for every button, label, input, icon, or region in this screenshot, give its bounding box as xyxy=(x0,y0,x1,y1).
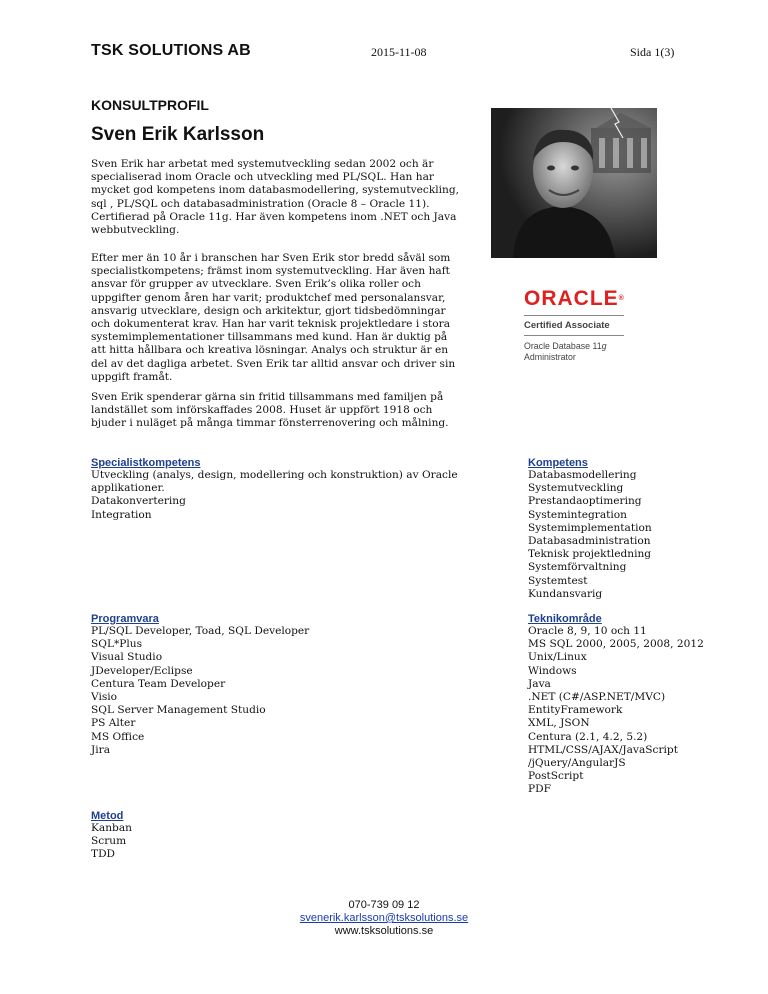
footer xyxy=(0,899,768,938)
list-item: Prestandaoptimering xyxy=(528,495,642,508)
list-item: PDF xyxy=(528,783,551,796)
section-title: Kompetens xyxy=(528,457,588,469)
badge-product xyxy=(524,341,654,363)
list-item: Windows xyxy=(528,664,577,677)
section-title: Metod xyxy=(91,810,124,822)
list-item: Utveckling (analys, design, modellering och konstruktion) av Oracle xyxy=(91,469,458,481)
badge-product-g: g xyxy=(601,341,607,351)
section-title: Teknikområde xyxy=(528,613,602,625)
badge-product-line-1: Oracle Database 11 xyxy=(524,341,602,351)
list-item: Visual Studio xyxy=(91,651,163,664)
section-title: Programvara xyxy=(91,613,159,625)
page-number: Sida 1(3) xyxy=(630,45,675,59)
list-item: MS Office xyxy=(91,730,145,743)
document-date: 2015-11-08 xyxy=(371,45,427,59)
list-item: PS Alter xyxy=(91,717,136,730)
section-programvara xyxy=(91,613,471,757)
list-item: Systemtest xyxy=(528,574,588,587)
intro-paragraph-2: Efter mer än 10 år i branschen har Sven Erik stor bredd såväl som specialistkompetens; främst inom systemutveckling. Har även haft ansvar för grupper av utvecklare. Sven Erik’s olika roller och uppgifter genom åren har varit; produktchef med personalansvar, ansvarig utvecklare, design och arkitektur, gjort tidsbedömningar och dokumenterat krav. Han har varit teknisk projektledare i stora systemimplementationer tillsammans med kund. Han är duktig på att hitta hållbara och kreativa lösningar. Analys och struktur är en del av det dagliga arbetet. Sven Erik tar alltid ansvar och driver sin uppgift framåt. xyxy=(91,252,456,383)
list-item: Systemförvaltning xyxy=(528,561,627,574)
list-item: Centura Team Developer xyxy=(91,677,226,690)
badge-certification: Certified Associate xyxy=(524,320,610,331)
section-list xyxy=(91,625,471,757)
list-item: Java xyxy=(528,677,551,690)
list-item: Scrum xyxy=(91,835,127,848)
company-name: TSK SOLUTIONS AB xyxy=(91,42,251,59)
list-item: PostScript xyxy=(528,770,584,783)
section-list xyxy=(528,469,728,601)
section-list xyxy=(91,469,471,522)
list-item: EntityFramework xyxy=(528,704,623,717)
list-item: /jQuery/AngularJS xyxy=(528,757,626,770)
list-item: Datakonvertering xyxy=(91,495,186,508)
list-item: Jira xyxy=(91,743,111,756)
section-specialistkompetens xyxy=(91,457,471,522)
list-item: Integration xyxy=(91,508,152,521)
badge-divider-2 xyxy=(524,335,624,336)
intro-paragraph-1: Sven Erik har arbetat med systemutveckling sedan 2002 och är specialiserad inom Oracle och utveckling med PL/SQL. Han har mycket god kompetens inom databasmodellering, systemutveckling, sql , PL/SQL och databasadministration (Oracle 8 – Oracle 11). Certifierad på Oracle 11g. Har även kompetens inom .NET och Java webbutveckling. xyxy=(91,158,460,237)
section-title: Specialistkompetens xyxy=(91,457,201,469)
list-item: Databasadministration xyxy=(528,535,651,548)
badge-divider xyxy=(524,315,624,316)
list-item: .NET (C#/ASP.NET/MVC) xyxy=(528,691,666,704)
list-item: Kundansvarig xyxy=(528,587,603,600)
list-item: JDeveloper/Eclipse xyxy=(91,664,193,677)
section-teknikomrade xyxy=(528,613,728,797)
footer-website: www.tsksolutions.se xyxy=(334,925,434,937)
list-item: Systemintegration xyxy=(528,508,627,521)
oracle-logo xyxy=(524,288,654,310)
list-item: applikationer. xyxy=(91,482,165,495)
section-list xyxy=(91,822,291,862)
portrait-photo xyxy=(491,108,657,258)
list-item: SQL Server Management Studio xyxy=(91,704,266,717)
portrait-image xyxy=(491,108,657,258)
list-item: SQL*Plus xyxy=(91,638,143,651)
list-item: Centura (2.1, 4.2, 5.2) xyxy=(528,730,648,743)
list-item: Unix/Linux xyxy=(528,651,587,664)
section-list xyxy=(528,625,728,797)
list-item: Visio xyxy=(91,691,118,704)
footer-phone: 070-739 09 12 xyxy=(348,899,420,911)
list-item: Databasmodellering xyxy=(528,469,637,481)
list-item: PL/SQL Developer, Toad, SQL Developer xyxy=(91,625,310,637)
consultant-name: Sven Erik Karlsson xyxy=(91,124,265,145)
list-item: Kanban xyxy=(91,822,132,834)
list-item: Oracle 8, 9, 10 och 11 xyxy=(528,625,647,637)
section-metod xyxy=(91,810,291,862)
list-item: MS SQL 2000, 2005, 2008, 2012 xyxy=(528,638,704,651)
list-item: HTML/CSS/AJAX/JavaScript xyxy=(528,743,678,756)
footer-email-link[interactable]: svenerik.karlsson@tsksolutions.se xyxy=(299,912,469,924)
oracle-certification-badge xyxy=(524,288,654,360)
registered-mark: ® xyxy=(618,295,625,302)
list-item: TDD xyxy=(91,848,116,861)
list-item: Systemutveckling xyxy=(528,482,624,495)
list-item: XML, JSON xyxy=(528,717,590,730)
list-item: Systemimplementation xyxy=(528,521,652,534)
section-kompetens xyxy=(528,457,728,601)
intro-paragraph-3: Sven Erik spenderar gärna sin fritid tillsammans med familjen på landstället som införskaffades 2008. Huset är uppfört 1918 och bjuder i nuläget på många timmar fönsterrenovering och målning. xyxy=(91,391,449,430)
list-item: Teknisk projektledning xyxy=(528,548,652,561)
badge-product-line-2: Administrator xyxy=(524,352,576,362)
document-type: KONSULTPROFIL xyxy=(91,97,209,113)
oracle-brand: ORACLE xyxy=(524,287,619,310)
